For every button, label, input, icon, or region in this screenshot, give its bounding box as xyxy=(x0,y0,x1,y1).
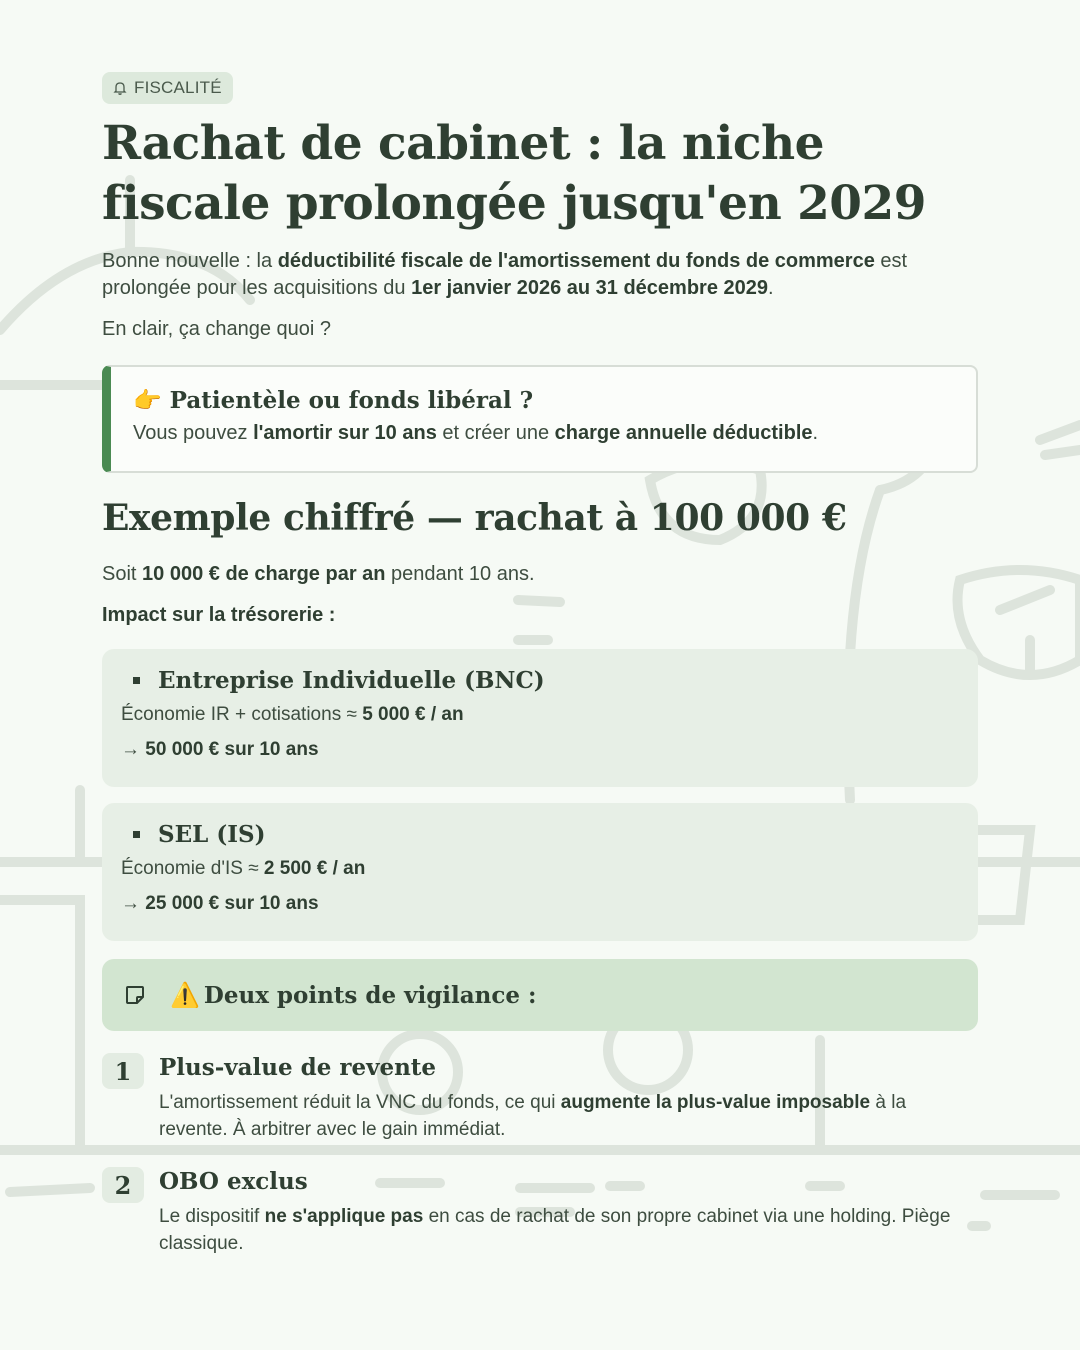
pointing-hand-icon: 👉 xyxy=(133,387,162,414)
step-text: L'amortissement réduit la VNC du fonds, ce qui augmente la plus-value imposable à la revente. À arbitrer avec le gain immédiat. xyxy=(159,1092,907,1140)
card-sel xyxy=(102,803,978,941)
vigilance-banner xyxy=(102,959,978,1031)
question-text: En clair, ça change quoi ? xyxy=(102,318,332,340)
card-savings: Économie IR + cotisations ≈ 5 000 € / an xyxy=(121,704,464,725)
example-heading: Exemple chiffré — rachat à 100 000 € xyxy=(102,497,847,539)
bell-icon xyxy=(112,80,128,96)
vigilance-title: Deux points de vigilance : xyxy=(203,981,537,1009)
bullet-icon xyxy=(133,677,140,684)
card-savings: Économie d'IS ≈ 2 500 € / an xyxy=(121,858,366,879)
tag-label: FISCALITÉ xyxy=(134,78,222,97)
card-total: → 50 000 € sur 10 ans xyxy=(121,739,319,760)
vigilance-item xyxy=(102,1167,978,1257)
category-tag xyxy=(102,72,233,104)
impact-label: Impact sur la trésorerie : xyxy=(102,604,336,626)
vigilance-item xyxy=(102,1053,978,1143)
step-number: 2 xyxy=(102,1167,144,1203)
card-total: → 25 000 € sur 10 ans xyxy=(121,893,319,914)
page-title: Rachat de cabinet : la niche fiscale prolongée jusqu'en 2029 xyxy=(102,116,926,231)
card-title: Entreprise Individuelle (BNC) xyxy=(121,667,958,694)
arrow-icon: → xyxy=(121,893,146,914)
card-title: SEL (IS) xyxy=(121,821,958,848)
arrow-icon: → xyxy=(121,739,146,760)
bullet-icon xyxy=(133,831,140,838)
callout-text: Vous pouvez l'amortir sur 10 ans et créer une charge annuelle déductible. xyxy=(133,422,819,444)
callout-box xyxy=(102,365,978,473)
step-title: Plus-value de revente xyxy=(159,1054,437,1081)
post-content xyxy=(102,72,978,1257)
intro-paragraph: Bonne nouvelle : la déductibilité fiscale de l'amortissement du fonds de commerce est prolongée pour les acquisitions du 1er janvier 2026 au 31 décembre 2029. xyxy=(102,250,908,299)
card-bnc xyxy=(102,649,978,787)
warning-icon: ⚠️ xyxy=(170,981,200,1009)
example-summary: Soit 10 000 € de charge par an pendant 10 ans. xyxy=(102,563,535,585)
step-number: 1 xyxy=(102,1053,144,1089)
step-title: OBO exclus xyxy=(159,1168,308,1195)
callout-title: 👉 Patientèle ou fonds libéral ? xyxy=(133,387,534,414)
step-text: Le dispositif ne s'applique pas en cas de rachat de son propre cabinet via une holding. Piège classique. xyxy=(159,1206,951,1254)
note-icon xyxy=(124,984,146,1006)
